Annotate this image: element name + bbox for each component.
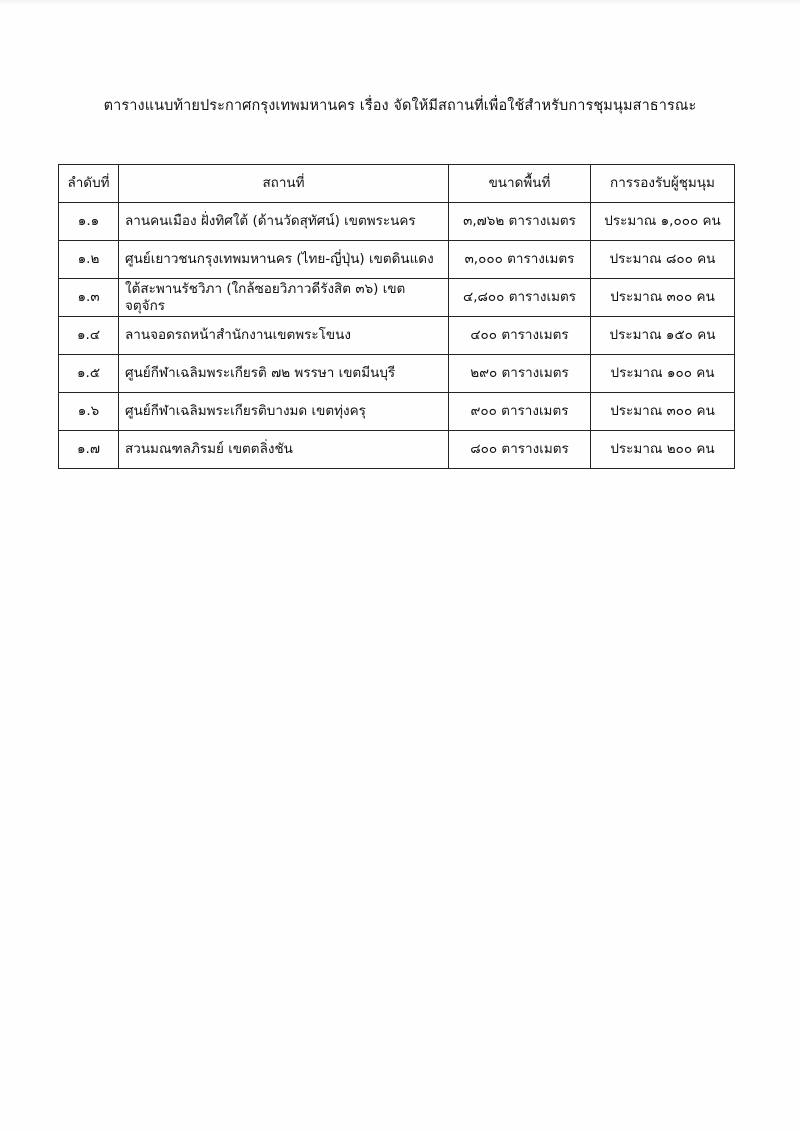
cell-area: ๓,๗๖๒ ตารางเมตร bbox=[449, 203, 591, 241]
cell-place: สวนมณฑลภิรมย์ เขตตลิ่งชัน bbox=[119, 431, 449, 469]
table-body bbox=[59, 203, 735, 469]
cell-place: ศูนย์กีฬาเฉลิมพระเกียรติบางมด เขตทุ่งครุ bbox=[119, 393, 449, 431]
cell-place: ลานคนเมือง ฝั่งทิศใต้ (ด้านวัดสุทัศน์) เขตพระนคร bbox=[119, 203, 449, 241]
table-container bbox=[58, 164, 734, 469]
cell-order: ๑.๒ bbox=[59, 241, 119, 279]
table-header bbox=[59, 165, 735, 203]
table-row bbox=[59, 203, 735, 241]
cell-area: ๔,๘๐๐ ตารางเมตร bbox=[449, 279, 591, 317]
cell-order: ๑.๓ bbox=[59, 279, 119, 317]
cell-area: ๘๐๐ ตารางเมตร bbox=[449, 431, 591, 469]
cell-capacity: ประมาณ ๑๕๐ คน bbox=[591, 317, 735, 355]
cell-capacity: ประมาณ ๑,๐๐๐ คน bbox=[591, 203, 735, 241]
cell-order: ๑.๗ bbox=[59, 431, 119, 469]
table-row bbox=[59, 241, 735, 279]
cell-capacity: ประมาณ ๘๐๐ คน bbox=[591, 241, 735, 279]
table-row bbox=[59, 393, 735, 431]
cell-capacity: ประมาณ ๓๐๐ คน bbox=[591, 393, 735, 431]
scan-edge-artifact bbox=[0, 0, 800, 6]
public-assembly-venues-table bbox=[58, 164, 735, 469]
column-header-order: ลำดับที่ bbox=[59, 165, 119, 203]
cell-area: ๙๐๐ ตารางเมตร bbox=[449, 393, 591, 431]
column-header-area: ขนาดพื้นที่ bbox=[449, 165, 591, 203]
cell-order: ๑.๔ bbox=[59, 317, 119, 355]
table-row bbox=[59, 279, 735, 317]
table-row bbox=[59, 317, 735, 355]
cell-capacity: ประมาณ ๒๐๐ คน bbox=[591, 431, 735, 469]
cell-area: ๔๐๐ ตารางเมตร bbox=[449, 317, 591, 355]
cell-place: ศูนย์กีฬาเฉลิมพระเกียรติ ๗๒ พรรษา เขตมีนบุรี bbox=[119, 355, 449, 393]
table-header-row bbox=[59, 165, 735, 203]
cell-order: ๑.๑ bbox=[59, 203, 119, 241]
cell-order: ๑.๖ bbox=[59, 393, 119, 431]
cell-capacity: ประมาณ ๑๐๐ คน bbox=[591, 355, 735, 393]
cell-area: ๒๙๐ ตารางเมตร bbox=[449, 355, 591, 393]
cell-place: ใต้สะพานรัชวิภา (ใกล้ซอยวิภาวดีรังสิต ๓๖) เขตจตุจักร bbox=[119, 279, 449, 317]
cell-capacity: ประมาณ ๓๐๐ คน bbox=[591, 279, 735, 317]
cell-place: ลานจอดรถหน้าสำนักงานเขตพระโขนง bbox=[119, 317, 449, 355]
table-row bbox=[59, 355, 735, 393]
table-row bbox=[59, 431, 735, 469]
page-title: ตารางแนบท้ายประกาศกรุงเทพมหานคร เรื่อง จัดให้มีสถานที่เพื่อใช้สำหรับการชุมนุมสาธารณะ bbox=[103, 98, 697, 114]
cell-place: ศูนย์เยาวชนกรุงเทพมหานคร (ไทย-ญี่ปุ่น) เขตดินแดง bbox=[119, 241, 449, 279]
cell-area: ๓,๐๐๐ ตารางเมตร bbox=[449, 241, 591, 279]
column-header-place: สถานที่ bbox=[119, 165, 449, 203]
cell-order: ๑.๕ bbox=[59, 355, 119, 393]
column-header-capacity: การรองรับผู้ชุมนุม bbox=[591, 165, 735, 203]
